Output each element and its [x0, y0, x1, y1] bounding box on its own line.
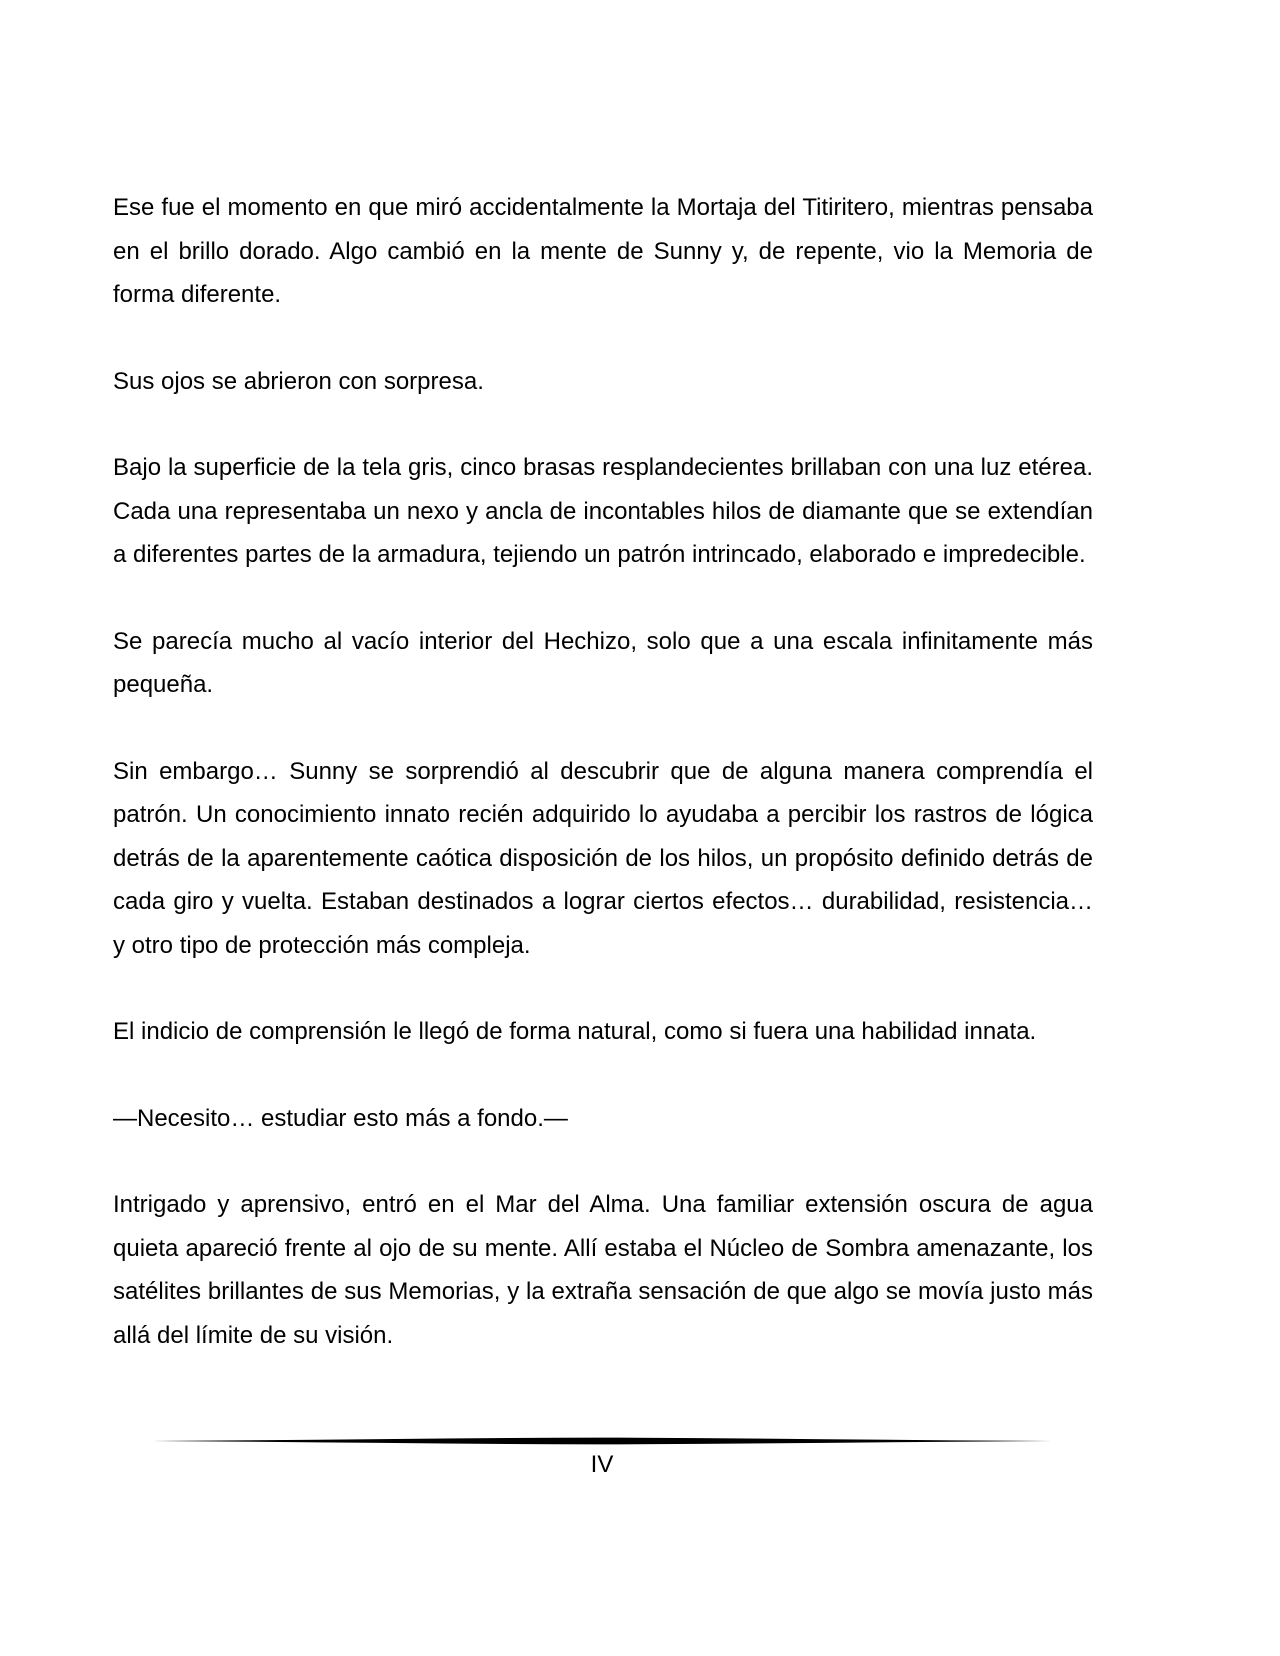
paragraph: Bajo la superficie de la tela gris, cinco brasas resplandecientes brillaban con una luz etérea. Cada una representaba un nexo y ancla de incontables hilos de diamante que se extendían a diferentes partes de la armadura, tejiendo un patrón intrincado, elaborado e impredecible. — [113, 454, 1093, 568]
paragraph: El indicio de comprensión le llegó de forma natural, como si fuera una habilidad innata. — [113, 1018, 1037, 1045]
paragraph: Sus ojos se abrieron con sorpresa. — [113, 367, 484, 395]
paragraph: —Necesito… estudiar esto más a fondo.— — [113, 1104, 568, 1132]
paragraph: Intrigado y aprensivo, entró en el Mar del Alma. Una familiar extensión oscura de agua quieta apareció frente al ojo de su mente. Allí estaba el Núcleo de Sombra amenazante, los satélites brillantes de sus Memorias, y la extraña sensación de que algo se movía justo más allá del límite de su visión. — [113, 1191, 1093, 1349]
body-text — [113, 186, 1093, 1357]
page-number: IV — [590, 1451, 614, 1478]
footer-divider — [152, 1437, 1052, 1445]
paragraph: Sin embargo… Sunny se sorprendió al descubrir que de alguna manera comprendía el patrón. Un conocimiento innato recién adquirido lo ayudaba a percibir los rastros de lógica detrás de la aparentemente caótica disposición de los hilos, un propósito definido detrás de cada giro y vuelta. Estaban destinados a lograr ciertos efectos… durabilidad, resistencia… y otro tipo de protección más compleja. — [113, 757, 1093, 959]
paragraph: Ese fue el momento en que miró accidentalmente la Mortaja del Titiritero, mientras pensaba en el brillo dorado. Algo cambió en la mente de Sunny y, de repente, vio la Memoria de forma diferente. — [113, 194, 1093, 308]
paragraph: Se parecía mucho al vacío interior del Hechizo, solo que a una escala infinitamente más pequeña. — [113, 627, 1093, 698]
